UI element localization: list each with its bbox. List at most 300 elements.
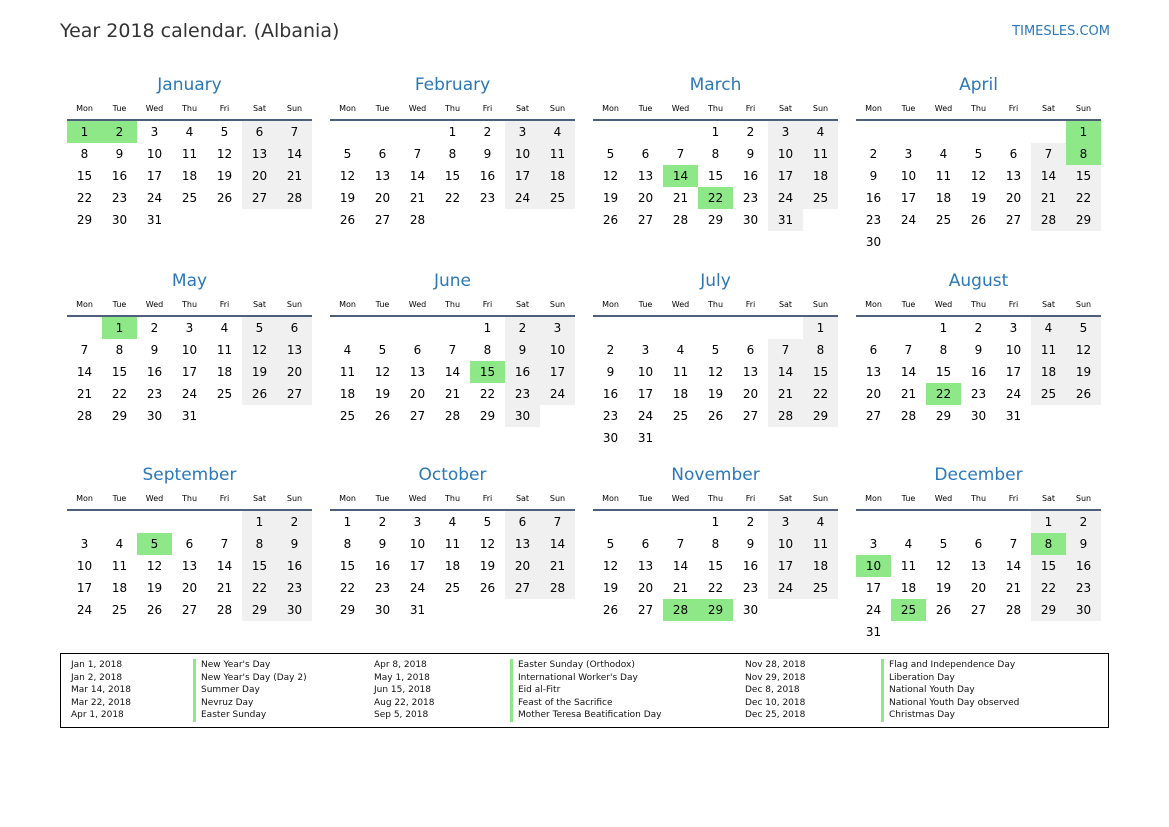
day-cell: 25 <box>672 409 689 423</box>
weekday-label: Thu <box>181 494 198 503</box>
day-cell: 24 <box>505 187 540 209</box>
day-cell: 19 <box>707 387 724 401</box>
day-cell: 17 <box>865 581 882 595</box>
legend-holiday-name: Flag and Independence Day <box>881 659 1019 672</box>
day-cell: 8 <box>115 343 124 357</box>
holiday-day-cell: 8 <box>1031 533 1066 555</box>
day-cell: 3 <box>505 121 540 143</box>
month-july <box>593 270 838 460</box>
day-cell: 31 <box>768 209 803 231</box>
weekday-label: Thu <box>707 300 724 309</box>
day-cell: 20 <box>505 555 540 577</box>
weekday-label: Mon <box>76 494 93 503</box>
day-cell: 5 <box>939 537 948 551</box>
holiday-day-cell: 2 <box>102 121 137 143</box>
weekday-label: Sun <box>812 300 829 309</box>
weekday-label: Fri <box>219 494 230 503</box>
day-cell: 30 <box>505 405 540 427</box>
day-cell: 5 <box>242 317 277 339</box>
legend-date: Nov 29, 2018 <box>745 672 806 683</box>
month-name: April <box>959 75 998 95</box>
day-cell: 19 <box>339 191 356 205</box>
day-cell: 23 <box>1066 577 1101 599</box>
day-cell: 15 <box>339 559 356 573</box>
day-cell: 18 <box>803 555 838 577</box>
day-cell: 26 <box>479 581 496 595</box>
day-cell: 22 <box>803 383 838 405</box>
day-cell: 31 <box>181 409 198 423</box>
day-cell: 5 <box>606 147 615 161</box>
weekday-label: Thu <box>970 494 987 503</box>
day-cell: 2 <box>378 515 387 529</box>
weekday-label: Fri <box>1008 300 1019 309</box>
day-cell: 10 <box>76 559 93 573</box>
day-cell: 6 <box>641 537 650 551</box>
day-cell: 18 <box>803 165 838 187</box>
day-cell: 6 <box>378 147 387 161</box>
day-cell: 9 <box>277 533 312 555</box>
weekday-label: Tue <box>638 494 653 503</box>
weekday-label: Wed <box>671 494 690 503</box>
weekday-header <box>856 103 1101 121</box>
weekday-label: Mon <box>865 300 882 309</box>
weekday-label: Mon <box>865 104 882 113</box>
legend-date: Aug 22, 2018 <box>374 697 435 708</box>
day-cell: 29 <box>339 603 356 617</box>
weekday-label: Sat <box>1041 104 1056 113</box>
day-cell: 7 <box>676 147 685 161</box>
weekday-label: Fri <box>482 104 493 113</box>
day-cell: 12 <box>479 537 496 551</box>
legend-holiday-name: Liberation Day <box>881 672 1019 685</box>
weekday-label: Mon <box>76 300 93 309</box>
legend-holiday-name: Easter Sunday <box>193 709 307 722</box>
day-cell: 16 <box>111 169 128 183</box>
day-cell: 1 <box>711 125 720 139</box>
day-cell: 13 <box>742 365 759 379</box>
day-cell: 19 <box>479 559 496 573</box>
site-link[interactable]: TIMESLES.COM <box>1012 24 1110 39</box>
month-january <box>67 74 312 264</box>
day-cell: 27 <box>374 213 391 227</box>
day-cell: 19 <box>602 581 619 595</box>
day-cell: 5 <box>606 537 615 551</box>
day-cell: 12 <box>374 365 391 379</box>
day-cell: 7 <box>904 343 913 357</box>
day-cell: 29 <box>111 409 128 423</box>
day-cell: 4 <box>115 537 124 551</box>
day-cell: 12 <box>602 559 619 573</box>
legend-holiday-name: Feast of the Sacrifice <box>510 697 661 710</box>
day-cell: 12 <box>242 339 277 361</box>
day-cell: 15 <box>1066 165 1101 187</box>
day-cell: 25 <box>444 581 461 595</box>
day-cell: 23 <box>146 387 163 401</box>
day-cell: 14 <box>409 169 426 183</box>
day-cell: 17 <box>768 555 803 577</box>
day-cell: 30 <box>602 431 619 445</box>
day-cell: 28 <box>1031 209 1066 231</box>
day-cell: 26 <box>602 213 619 227</box>
day-cell: 1 <box>711 515 720 529</box>
day-cell: 14 <box>672 559 689 573</box>
weekday-label: Thu <box>970 104 987 113</box>
weekday-label: Wed <box>145 104 164 113</box>
weekday-label: Wed <box>145 300 164 309</box>
day-cell: 26 <box>216 191 233 205</box>
day-cell: 20 <box>181 581 198 595</box>
day-cell: 11 <box>935 169 952 183</box>
day-cell: 27 <box>505 577 540 599</box>
day-cell: 20 <box>409 387 426 401</box>
day-cell: 2 <box>746 515 755 529</box>
legend-date: Jun 15, 2018 <box>374 685 432 696</box>
day-cell: 26 <box>242 383 277 405</box>
day-cell: 25 <box>540 187 575 209</box>
month-name: January <box>157 75 222 95</box>
day-cell: 6 <box>242 121 277 143</box>
day-cell: 6 <box>746 343 755 357</box>
weekday-label: Fri <box>745 494 756 503</box>
day-cell: 11 <box>111 559 128 573</box>
day-cell: 26 <box>146 603 163 617</box>
day-cell: 10 <box>146 147 163 161</box>
day-cell: 21 <box>76 387 93 401</box>
weekday-header <box>67 103 312 121</box>
weekday-label: Thu <box>181 300 198 309</box>
day-cell: 29 <box>707 213 724 227</box>
weekday-label: Sat <box>515 494 530 503</box>
legend-holiday-name: Summer Day <box>193 684 307 697</box>
month-name: August <box>948 271 1009 291</box>
day-cell: 8 <box>939 343 948 357</box>
holiday-day-cell: 25 <box>891 599 926 621</box>
day-cell: 22 <box>707 581 724 595</box>
day-cell: 12 <box>970 169 987 183</box>
day-cell: 8 <box>711 537 720 551</box>
day-cell: 9 <box>869 169 878 183</box>
holiday-day-cell: 29 <box>698 599 733 621</box>
weekday-label: Sun <box>1075 104 1092 113</box>
day-cell: 13 <box>277 339 312 361</box>
weekday-label: Sun <box>1075 300 1092 309</box>
day-cell: 27 <box>637 603 654 617</box>
day-cell: 10 <box>409 537 426 551</box>
weekday-label: Mon <box>76 104 93 113</box>
day-cell: 17 <box>505 165 540 187</box>
day-cell: 4 <box>904 537 913 551</box>
day-cell: 3 <box>150 125 159 139</box>
day-cell: 24 <box>540 383 575 405</box>
day-cell: 17 <box>409 559 426 573</box>
day-cell: 21 <box>672 581 689 595</box>
weekday-label: Mon <box>339 104 356 113</box>
day-cell: 13 <box>970 559 987 573</box>
day-cell: 26 <box>339 213 356 227</box>
day-cell: 30 <box>146 409 163 423</box>
day-cell: 29 <box>479 409 496 423</box>
day-cell: 22 <box>339 581 356 595</box>
weekday-label: Tue <box>112 494 127 503</box>
holiday-legend <box>60 653 1109 728</box>
legend-names-column <box>881 659 1019 722</box>
day-cell: 21 <box>768 383 803 405</box>
day-cell: 24 <box>146 191 163 205</box>
weekday-label: Sun <box>1075 494 1092 503</box>
day-cell: 4 <box>676 343 685 357</box>
day-cell: 21 <box>540 555 575 577</box>
day-cell: 25 <box>111 603 128 617</box>
legend-dates-column <box>374 659 435 722</box>
weekday-label: Sun <box>812 494 829 503</box>
day-cell: 9 <box>746 537 755 551</box>
day-cell: 17 <box>540 361 575 383</box>
day-cell: 12 <box>935 559 952 573</box>
month-name: December <box>934 465 1023 485</box>
day-cell: 27 <box>242 187 277 209</box>
day-cell: 20 <box>742 387 759 401</box>
weekday-header <box>593 299 838 317</box>
legend-date: Mar 14, 2018 <box>71 685 131 696</box>
day-cell: 16 <box>146 365 163 379</box>
day-cell: 9 <box>505 339 540 361</box>
day-cell: 13 <box>637 169 654 183</box>
day-cell: 13 <box>637 559 654 573</box>
day-cell: 26 <box>602 603 619 617</box>
legend-date: Nov 28, 2018 <box>745 660 806 670</box>
day-cell: 27 <box>1005 213 1022 227</box>
day-cell: 19 <box>216 169 233 183</box>
day-cell: 12 <box>339 169 356 183</box>
weekday-label: Sat <box>515 300 530 309</box>
weekday-label: Sun <box>549 494 566 503</box>
day-cell: 20 <box>374 191 391 205</box>
day-cell: 2 <box>974 321 983 335</box>
day-cell: 4 <box>1031 317 1066 339</box>
weekday-label: Wed <box>934 300 953 309</box>
weekday-label: Sun <box>812 104 829 113</box>
day-cell: 9 <box>378 537 387 551</box>
weekday-label: Sat <box>252 494 267 503</box>
day-cell: 14 <box>76 365 93 379</box>
month-name: February <box>414 75 491 95</box>
day-cell: 14 <box>277 143 312 165</box>
day-cell: 13 <box>374 169 391 183</box>
day-cell: 31 <box>637 431 654 445</box>
day-cell: 8 <box>242 533 277 555</box>
day-cell: 15 <box>803 361 838 383</box>
day-cell: 5 <box>974 147 983 161</box>
day-cell: 10 <box>1005 343 1022 357</box>
day-cell: 22 <box>1066 187 1101 209</box>
legend-holiday-name: National Youth Day <box>881 684 1019 697</box>
day-cell: 11 <box>900 559 917 573</box>
weekday-label: Sat <box>778 104 793 113</box>
day-cell: 7 <box>676 537 685 551</box>
day-cell: 16 <box>505 361 540 383</box>
day-cell: 23 <box>742 581 759 595</box>
day-cell: 28 <box>76 409 93 423</box>
day-cell: 13 <box>505 533 540 555</box>
day-cell: 3 <box>904 147 913 161</box>
day-cell: 18 <box>339 387 356 401</box>
day-cell: 15 <box>707 559 724 573</box>
page-title: Year 2018 calendar. (Albania) <box>60 20 340 42</box>
weekday-label: Thu <box>707 104 724 113</box>
legend-date: Sep 5, 2018 <box>374 710 429 721</box>
day-cell: 2 <box>746 125 755 139</box>
day-cell: 17 <box>1005 365 1022 379</box>
day-cell: 10 <box>540 339 575 361</box>
weekday-label: Sun <box>549 104 566 113</box>
day-cell: 9 <box>1066 533 1101 555</box>
day-cell: 24 <box>76 603 93 617</box>
day-cell: 2 <box>1066 511 1101 533</box>
day-cell: 19 <box>146 581 163 595</box>
day-cell: 24 <box>181 387 198 401</box>
day-cell: 25 <box>1031 383 1066 405</box>
month-name: October <box>418 465 487 485</box>
day-cell: 23 <box>479 191 496 205</box>
day-cell: 13 <box>409 365 426 379</box>
weekday-label: Sat <box>1041 300 1056 309</box>
legend-holiday-name: International Worker's Day <box>510 672 661 685</box>
day-cell: 27 <box>970 603 987 617</box>
day-cell: 3 <box>869 537 878 551</box>
legend-holiday-name: Eid al-Fitr <box>510 684 661 697</box>
day-cell: 2 <box>277 511 312 533</box>
day-cell: 3 <box>185 321 194 335</box>
month-name: November <box>671 465 760 485</box>
month-name: September <box>142 465 237 485</box>
day-cell: 7 <box>277 121 312 143</box>
day-cell: 27 <box>409 409 426 423</box>
month-december <box>856 464 1101 654</box>
month-name: May <box>171 271 208 291</box>
weekday-header <box>856 493 1101 511</box>
weekday-label: Wed <box>145 494 164 503</box>
day-cell: 14 <box>1031 165 1066 187</box>
day-cell: 2 <box>483 125 492 139</box>
day-cell: 1 <box>242 511 277 533</box>
day-cell: 5 <box>378 343 387 357</box>
day-cell: 10 <box>768 143 803 165</box>
day-cell: 24 <box>768 187 803 209</box>
day-cell: 2 <box>150 321 159 335</box>
day-cell: 25 <box>935 213 952 227</box>
day-cell: 15 <box>76 169 93 183</box>
weekday-label: Wed <box>934 494 953 503</box>
day-cell: 22 <box>111 387 128 401</box>
day-cell: 31 <box>1005 409 1022 423</box>
day-cell: 28 <box>444 409 461 423</box>
day-cell: 2 <box>869 147 878 161</box>
weekday-label: Mon <box>865 494 882 503</box>
day-cell: 9 <box>974 343 983 357</box>
weekday-label: Mon <box>602 300 619 309</box>
day-cell: 14 <box>444 365 461 379</box>
month-name: March <box>689 75 742 95</box>
day-cell: 18 <box>111 581 128 595</box>
day-cell: 3 <box>768 121 803 143</box>
day-cell: 14 <box>216 559 233 573</box>
weekday-label: Fri <box>1008 494 1019 503</box>
day-cell: 18 <box>900 581 917 595</box>
day-cell: 18 <box>935 191 952 205</box>
holiday-day-cell: 1 <box>67 121 102 143</box>
weekday-label: Thu <box>181 104 198 113</box>
weekday-label: Thu <box>444 104 461 113</box>
day-cell: 18 <box>540 165 575 187</box>
holiday-day-cell: 1 <box>102 317 137 339</box>
day-cell: 24 <box>409 581 426 595</box>
day-cell: 18 <box>1031 361 1066 383</box>
weekday-label: Sat <box>252 104 267 113</box>
day-cell: 30 <box>865 235 882 249</box>
weekday-label: Wed <box>408 104 427 113</box>
day-cell: 8 <box>343 537 352 551</box>
weekday-label: Wed <box>408 300 427 309</box>
weekday-header <box>330 103 575 121</box>
day-cell: 11 <box>216 343 233 357</box>
day-cell: 21 <box>1031 187 1066 209</box>
day-cell: 11 <box>444 537 461 551</box>
day-cell: 24 <box>900 213 917 227</box>
day-cell: 17 <box>637 387 654 401</box>
day-cell: 15 <box>1031 555 1066 577</box>
day-cell: 6 <box>641 147 650 161</box>
weekday-label: Thu <box>444 300 461 309</box>
weekday-label: Mon <box>602 104 619 113</box>
weekday-label: Sun <box>549 300 566 309</box>
day-cell: 21 <box>277 165 312 187</box>
legend-date: Jan 2, 2018 <box>71 672 123 683</box>
day-cell: 27 <box>865 409 882 423</box>
day-cell: 28 <box>1005 603 1022 617</box>
day-cell: 24 <box>865 603 882 617</box>
day-cell: 22 <box>444 191 461 205</box>
day-cell: 20 <box>865 387 882 401</box>
day-cell: 27 <box>637 213 654 227</box>
day-cell: 14 <box>540 533 575 555</box>
months-grid <box>67 74 1101 644</box>
day-cell: 4 <box>803 121 838 143</box>
day-cell: 7 <box>80 343 89 357</box>
day-cell: 3 <box>413 515 422 529</box>
weekday-label: Wed <box>671 104 690 113</box>
day-cell: 23 <box>505 383 540 405</box>
weekday-label: Mon <box>602 494 619 503</box>
day-cell: 3 <box>540 317 575 339</box>
day-cell: 26 <box>707 409 724 423</box>
day-cell: 11 <box>672 365 689 379</box>
weekday-label: Fri <box>482 494 493 503</box>
weekday-label: Fri <box>219 300 230 309</box>
day-cell: 16 <box>865 191 882 205</box>
day-cell: 11 <box>339 365 356 379</box>
day-cell: 7 <box>540 511 575 533</box>
day-cell: 25 <box>339 409 356 423</box>
day-cell: 7 <box>768 339 803 361</box>
day-cell: 26 <box>374 409 391 423</box>
legend-dates-column <box>71 659 131 722</box>
day-cell: 1 <box>803 317 838 339</box>
day-cell: 22 <box>242 577 277 599</box>
day-cell: 28 <box>277 187 312 209</box>
day-cell: 19 <box>374 387 391 401</box>
legend-date: May 1, 2018 <box>374 672 430 683</box>
day-cell: 11 <box>1031 339 1066 361</box>
